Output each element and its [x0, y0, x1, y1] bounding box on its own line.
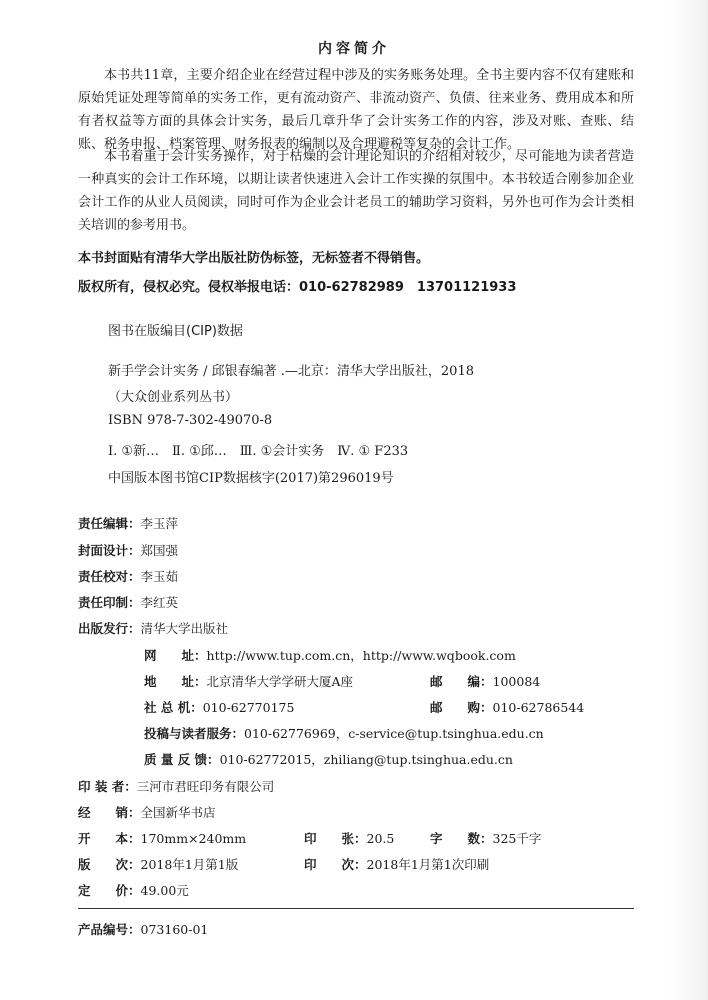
printed-sheets-value: 20.5	[366, 831, 395, 846]
website-label: 网 址：	[144, 648, 207, 663]
edition-value: 2018年1月第1版	[140, 857, 239, 872]
word-count-value: 325千字	[492, 831, 542, 846]
product-code-label: 产品编号：	[78, 922, 141, 937]
switchboard-label: 社 总 机：	[144, 700, 203, 715]
print-manager-value: 李红英	[140, 595, 179, 610]
format-row	[78, 829, 246, 847]
printer-value: 三河市君旺印务有限公司	[136, 779, 275, 794]
printed-sheets-label: 印 张：	[304, 831, 367, 846]
website-row	[144, 646, 516, 664]
price-label: 定 价：	[78, 883, 141, 898]
word-count-label: 字 数：	[430, 831, 493, 846]
cover-designer-label: 封面设计：	[78, 543, 141, 558]
page-edge-shadow	[668, 0, 708, 1000]
reader-service-value: 010-62776969，c-service@tup.tsinghua.edu.cn	[244, 726, 544, 741]
price-row	[78, 881, 189, 899]
print-manager-label: 责任印制：	[78, 595, 141, 610]
distributor-label: 经 销：	[78, 805, 141, 820]
cip-line: 中国版本图书馆CIP数据核字(2017)第296019号	[108, 471, 394, 486]
zipcode-label: 邮 编：	[430, 674, 493, 689]
word-count-row	[430, 829, 541, 847]
cip-line: Ⅰ. ①新… Ⅱ. ①邱… Ⅲ. ①会计实务 Ⅳ. ① F233	[108, 444, 409, 459]
anti-fake-notice: 本书封面贴有清华大学出版社防伪标签，无标签者不得销售。	[78, 251, 430, 266]
editor-value: 李玉萍	[140, 516, 179, 531]
cover-designer-row	[78, 541, 178, 559]
product-code-value: 073160-01	[140, 922, 209, 937]
website-value: http://www.tup.com.cn，http://www.wqbook.com	[206, 648, 516, 663]
cip-line: （大众创业系列丛书）	[108, 390, 239, 405]
printer-label: 印 装 者：	[78, 779, 137, 794]
reader-service-label: 投稿与读者服务：	[144, 726, 245, 741]
editor-label: 责任编辑：	[78, 516, 141, 531]
mail-order-label: 邮 购：	[430, 700, 493, 715]
zipcode-value: 100084	[492, 674, 541, 689]
edition-row	[78, 855, 238, 873]
address-label: 地 址：	[144, 674, 207, 689]
mail-order-value: 010-62786544	[492, 700, 585, 715]
proofreader-row	[78, 567, 178, 585]
proofreader-label: 责任校对：	[78, 569, 141, 584]
cip-heading: 图书在版编目(CIP)数据	[108, 324, 243, 339]
cip-line: 新手学会计实务 / 邱银春编著 .—北京：清华大学出版社，2018	[108, 364, 474, 379]
intro-paragraph-1: 本书共11章，主要介绍企业在经营过程中涉及的实务账务处理。全书主要内容不仅有建账和原始凭证处理等简单的实务工作，更有流动资产、非流动资产、负债、往来业务、费用成本和所有者权益等方面的具体会计实务，最后几章升华了会计实务工作的内容，涉及对账、查账、结账、税务申报、档案管理、财务报表的编制以及合理避税等复杂的会计工作。	[78, 68, 634, 152]
price-value: 49.00元	[140, 883, 189, 898]
impression-value: 2018年1月第1次印刷	[366, 857, 490, 872]
address-row	[144, 672, 353, 690]
zipcode-row	[430, 672, 540, 690]
divider-line	[78, 908, 634, 909]
printer-row	[78, 777, 274, 795]
format-value: 170mm×240mm	[140, 831, 247, 846]
intro-paragraph-2: 本书着重于会计实务操作，对于枯燥的会计理论知识的介绍相对较少，尽可能地为读者营造一种真实的会计工作环境，以期让读者快速进入会计工作实操的氛围中。本书较适合刚参加企业会计工作的从业人员阅读，同时可作为企业会计老员工的辅助学习资料，另外也可作为会计类相关培训的参考用书。	[78, 149, 634, 233]
print-manager-row	[78, 593, 178, 611]
publisher-value: 清华大学出版社	[140, 621, 229, 636]
format-label: 开 本：	[78, 831, 141, 846]
quality-feedback-row	[144, 750, 513, 768]
copyright-notice: 版权所有，侵权必究。侵权举报电话：010-62782989 13701121933	[78, 280, 517, 295]
product-code-row	[78, 920, 208, 938]
publisher-label: 出版发行：	[78, 621, 141, 636]
proofreader-value: 李玉茹	[140, 569, 179, 584]
publisher-row	[78, 619, 228, 637]
printed-sheets-row	[304, 829, 394, 847]
cip-line: ISBN 978-7-302-49070-8	[108, 413, 273, 428]
mail-order-row	[430, 698, 584, 716]
edition-label: 版 次：	[78, 857, 141, 872]
quality-feedback-value: 010-62772015，zhiliang@tup.tsinghua.edu.cn	[219, 752, 513, 767]
cover-designer-value: 郑国强	[140, 543, 179, 558]
editor-row	[78, 514, 178, 532]
distributor-row	[78, 803, 216, 821]
page-title: 内容简介	[318, 41, 390, 57]
address-value: 北京清华大学学研大厦A座	[206, 674, 354, 689]
impression-label: 印 次：	[304, 857, 367, 872]
reader-service-row	[144, 724, 544, 742]
quality-feedback-label: 质 量 反 馈：	[144, 752, 220, 767]
switchboard-row	[144, 698, 294, 716]
switchboard-value: 010-62770175	[202, 700, 295, 715]
impression-row	[304, 855, 489, 873]
distributor-value: 全国新华书店	[140, 805, 216, 820]
